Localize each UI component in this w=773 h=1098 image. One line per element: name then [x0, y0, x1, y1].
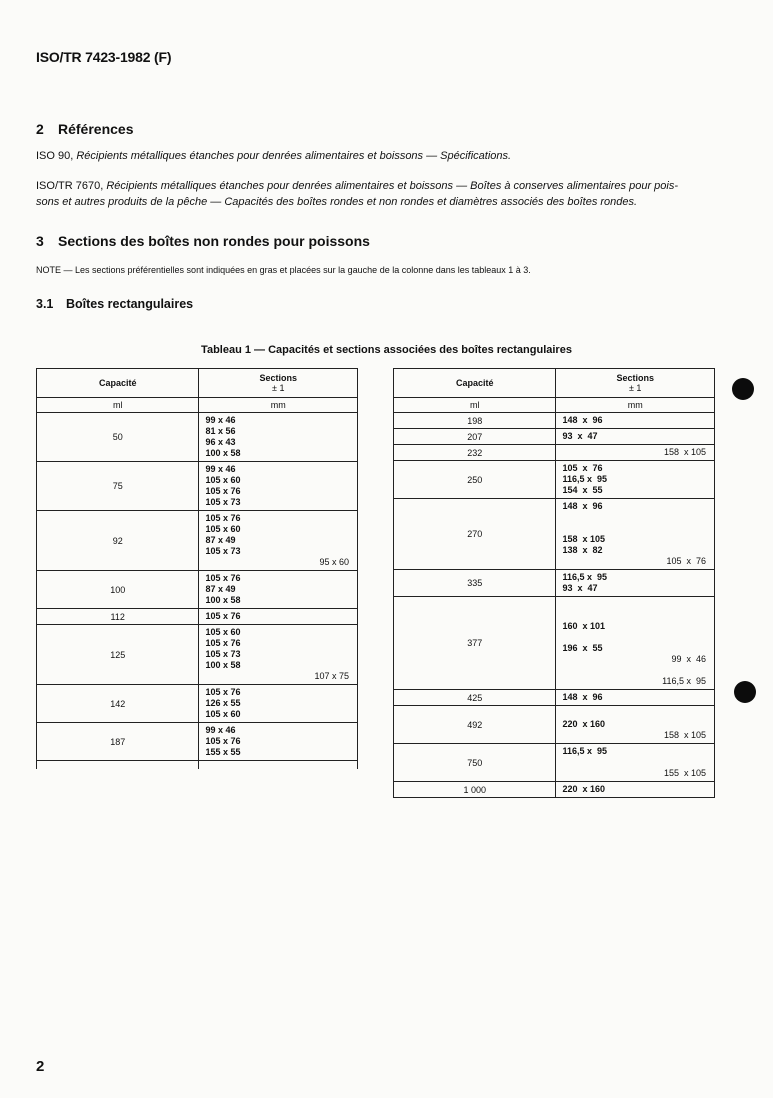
capacity-cell: 377 [394, 597, 556, 690]
preferred-sections: 105 x 76 [205, 611, 241, 621]
capacity-cell: 270 [394, 499, 556, 570]
preferred-sections: 93 x 47 [562, 431, 598, 441]
capacity-cell: 1 000 [394, 782, 556, 798]
sections-cell [199, 413, 358, 462]
section-number: 3.1 [36, 297, 54, 311]
sections-cell [199, 609, 358, 625]
other-sections: 107 x 75 [314, 671, 349, 681]
sections-cell [199, 511, 358, 571]
header-sections-label: Sections [259, 373, 297, 383]
reference-title-line-2: sons et autres produits de la pêche — Capacités des boîtes rondes et non rondes et diamètres associés des boîtes rondes. [36, 196, 638, 208]
capacity-cell: 50 [37, 413, 199, 462]
capacity-cell: 335 [394, 570, 556, 597]
sections-cell [199, 625, 358, 685]
preferred-sections: 220 x 160 [562, 719, 605, 729]
preferred-sections: 160 x 101 196 x 55 [562, 621, 605, 653]
capacity-cell: 207 [394, 429, 556, 445]
preferred-sections: 105 x 76 87 x 49 100 x 58 [205, 573, 241, 605]
sections-cell [556, 744, 715, 782]
preferred-sections: 148 x 96 158 x 105 138 x 82 [562, 501, 605, 555]
section-number: 3 [36, 233, 44, 249]
empty-cell [199, 761, 358, 770]
table-row [37, 413, 358, 462]
sections-cell [556, 597, 715, 690]
capacity-cell: 250 [394, 461, 556, 499]
section-title: Sections des boîtes non rondes pour poissons [58, 233, 370, 249]
empty-cell [37, 761, 199, 770]
unit-capacity: ml [394, 398, 556, 413]
table-row [37, 571, 358, 609]
other-sections: 158 x 105 [663, 730, 706, 740]
sections-cell [199, 462, 358, 511]
reference-title: Récipients métalliques étanches pour denrées alimentaires et boissons — Spécifications. [76, 150, 512, 162]
other-sections: 99 x 46 116,5 x 95 [662, 654, 706, 686]
section-number: 2 [36, 121, 44, 137]
reference-iso-90 [36, 148, 736, 164]
header-sections [199, 369, 358, 398]
table-row [394, 782, 715, 798]
table-row [37, 625, 358, 685]
capacity-cell: 75 [37, 462, 199, 511]
table-row [394, 706, 715, 744]
sections-cell [556, 413, 715, 429]
table-left [36, 368, 358, 769]
capacity-cell: 198 [394, 413, 556, 429]
margin-dot-mark [732, 378, 754, 400]
header-capacity: Capacité [394, 369, 556, 398]
preferred-sections: 99 x 46 105 x 60 105 x 76 105 x 73 [205, 464, 241, 507]
preferred-sections: 105 x 60 105 x 76 105 x 73 100 x 58 [205, 627, 241, 670]
table-caption: Tableau 1 — Capacités et sections associées des boîtes rectangulaires [201, 344, 572, 356]
sections-cell [556, 429, 715, 445]
reference-code: ISO 90, [36, 150, 74, 162]
sections-cell [199, 685, 358, 723]
table-row [37, 462, 358, 511]
sections-cell [199, 571, 358, 609]
sections-cell [556, 570, 715, 597]
preferred-sections: 99 x 46 105 x 76 155 x 55 [205, 725, 241, 757]
header-tolerance: ± 1 [272, 383, 285, 393]
table-row [394, 597, 715, 690]
sections-cell [556, 690, 715, 706]
unit-capacity: ml [37, 398, 199, 413]
capacity-cell: 187 [37, 723, 199, 761]
unit-sections: mm [556, 398, 715, 413]
capacity-cell: 112 [37, 609, 199, 625]
section-title: Références [58, 121, 134, 137]
preferred-sections: 99 x 46 81 x 56 96 x 43 100 x 58 [205, 415, 241, 458]
reference-iso-tr-7670 [36, 178, 746, 210]
other-sections: 158 x 105 [663, 447, 706, 457]
preferred-sections: 148 x 96 [562, 692, 603, 702]
sections-cell [556, 782, 715, 798]
capacity-cell: 125 [37, 625, 199, 685]
sections-cell [199, 723, 358, 761]
preferred-sections: 105 x 76 116,5 x 95 154 x 55 [562, 463, 607, 495]
margin-dot-mark [734, 681, 756, 703]
table-row [37, 723, 358, 761]
reference-title-line-1: Récipients métalliques étanches pour denrées alimentaires et boissons — Boîtes à conserves alimentaires pour pois- [106, 180, 679, 192]
table-right [393, 368, 715, 798]
section-3-heading [36, 233, 370, 249]
table-row [394, 461, 715, 499]
table-row [394, 429, 715, 445]
table-row [394, 499, 715, 570]
table-row [394, 445, 715, 461]
capacity-cell: 750 [394, 744, 556, 782]
header-capacity: Capacité [37, 369, 199, 398]
header-tolerance: ± 1 [628, 383, 642, 393]
table-row [37, 685, 358, 723]
preferred-sections: 116,5 x 95 [562, 746, 607, 756]
capacity-cell: 425 [394, 690, 556, 706]
table-row [394, 690, 715, 706]
preferred-sections: 116,5 x 95 93 x 47 [562, 572, 607, 593]
capacity-cell: 100 [37, 571, 199, 609]
other-sections: 95 x 60 [319, 557, 349, 567]
header-sections-label: Sections [616, 373, 654, 383]
sections-cell [556, 461, 715, 499]
sections-cell [556, 445, 715, 461]
section-title: Boîtes rectangulaires [66, 297, 194, 311]
other-sections: 155 x 105 [663, 768, 706, 778]
section-3-1-heading [36, 297, 193, 311]
sections-cell [556, 706, 715, 744]
table-row-continuation [37, 761, 358, 770]
header-sections [556, 369, 715, 398]
other-sections: 105 x 76 [666, 556, 706, 566]
preferred-sections: 148 x 96 [562, 415, 603, 425]
table-row [394, 744, 715, 782]
note: NOTE — Les sections préférentielles sont indiquées en gras et placées sur la gauche de la colonne dans les tableaux 1 à 3. [36, 265, 531, 275]
table-row [37, 609, 358, 625]
page-number: 2 [36, 1058, 45, 1075]
preferred-sections: 220 x 160 [562, 784, 605, 794]
table-row [394, 413, 715, 429]
table-row [394, 570, 715, 597]
unit-sections: mm [199, 398, 358, 413]
reference-code: ISO/TR 7670, [36, 180, 104, 192]
document-id: ISO/TR 7423-1982 (F) [36, 49, 172, 65]
section-2-heading [36, 121, 134, 137]
capacity-cell: 492 [394, 706, 556, 744]
preferred-sections: 105 x 76 126 x 55 105 x 60 [205, 687, 241, 719]
capacity-cell: 142 [37, 685, 199, 723]
table-row [37, 511, 358, 571]
capacity-cell: 232 [394, 445, 556, 461]
sections-cell [556, 499, 715, 570]
preferred-sections: 105 x 76 105 x 60 87 x 49 105 x 73 [205, 513, 241, 556]
capacity-cell: 92 [37, 511, 199, 571]
